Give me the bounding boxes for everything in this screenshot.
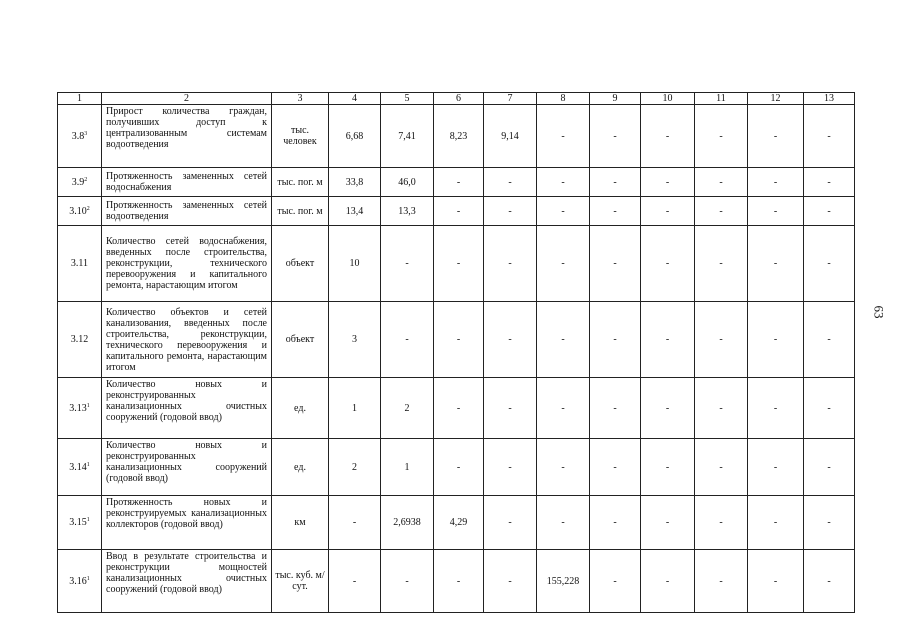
value-cell: 2 [381,378,434,439]
value-cell: - [590,496,641,550]
value-cell: - [804,226,855,302]
value-cell: 4,29 [434,496,484,550]
value-cell: 6,68 [329,105,381,168]
footnote-mark: 1 [86,461,90,468]
table-row [58,168,855,197]
value-cell: - [804,439,855,496]
value-cell: - [484,378,537,439]
value-cell: 13,3 [381,197,434,226]
value-cell: - [590,439,641,496]
value-cell: - [641,105,695,168]
value-cell: - [695,378,748,439]
value-cell: 9,14 [484,105,537,168]
indicator-description: Количество новых и реконструированных канализационных сооружений (годовой ввод) [102,439,272,496]
column-header: 9 [590,93,641,105]
value-cell: - [641,168,695,197]
value-cell: - [695,550,748,613]
value-cell: 33,8 [329,168,381,197]
value-cell: - [590,550,641,613]
value-cell: - [590,105,641,168]
value-cell: - [748,302,804,378]
value-cell: - [484,439,537,496]
value-cell: - [748,197,804,226]
value-cell: 13,4 [329,197,381,226]
column-header: 3 [272,93,329,105]
value-cell: - [804,302,855,378]
value-cell: - [484,226,537,302]
value-cell: - [434,378,484,439]
value-cell: - [804,496,855,550]
value-cell: - [484,302,537,378]
value-cell: - [804,378,855,439]
row-number: 3.13$^1$ [58,378,102,439]
value-cell: - [695,496,748,550]
footnote-mark: 3 [84,130,88,137]
value-cell: - [434,550,484,613]
column-header: 6 [434,93,484,105]
value-cell: - [537,105,590,168]
footnote-mark: 1 [86,575,90,582]
value-cell: - [537,439,590,496]
value-cell: 46,0 [381,168,434,197]
value-cell: 10 [329,226,381,302]
value-cell: - [695,168,748,197]
value-cell: - [537,226,590,302]
value-cell: - [804,550,855,613]
value-cell: - [748,168,804,197]
value-cell: - [590,168,641,197]
value-cell: - [804,168,855,197]
value-cell: 8,23 [434,105,484,168]
value-cell: - [641,226,695,302]
unit-cell: км [272,496,329,550]
column-header: 5 [381,93,434,105]
value-cell: 1 [381,439,434,496]
table-row [58,496,855,550]
column-header: 10 [641,93,695,105]
value-cell: - [484,168,537,197]
table-body [58,93,855,613]
row-number: 3.14$^1$ [58,439,102,496]
unit-cell: объект [272,302,329,378]
value-cell: - [804,105,855,168]
page-number: 63 [871,305,887,319]
unit-cell: объект [272,226,329,302]
value-cell: - [484,197,537,226]
value-cell: - [748,226,804,302]
row-number: 3.11 [58,226,102,302]
indicator-description: Количество объектов и сетей канализования, введенных после строительства, реконструкции, технического перевооружения и капитального ремонта, нарастающим итогом [102,302,272,378]
value-cell: - [641,378,695,439]
value-cell: - [590,197,641,226]
value-cell: - [748,105,804,168]
value-cell: - [434,226,484,302]
row-number: 3.12 [58,302,102,378]
row-number: 3.10$^2$ [58,197,102,226]
indicator-description: Протяженность новых и реконструируемых канализационных коллекторов (годовой ввод) [102,496,272,550]
indicator-description: Количество новых и реконструированных канализационных очистных сооружений (годовой ввод) [102,378,272,439]
column-header: 2 [102,93,272,105]
value-cell: - [537,168,590,197]
table-row [58,302,855,378]
unit-cell: тыс. пог. м [272,168,329,197]
value-cell: - [381,550,434,613]
value-cell: - [537,496,590,550]
row-number: 3.16$^1$ [58,550,102,613]
value-cell: - [484,496,537,550]
column-header: 1 [58,93,102,105]
value-cell: - [748,496,804,550]
row-number: $3.8^3$ [58,105,102,168]
value-cell: - [695,226,748,302]
indicator-description: Протяженность замененных сетей водоснабжения [102,168,272,197]
value-cell: - [695,105,748,168]
value-cell: - [329,550,381,613]
value-cell: - [590,226,641,302]
value-cell: - [804,197,855,226]
indicator-description: Прирост количества граждан, получивших доступ к централизованным системам водоотведения [102,105,272,168]
table-row [58,197,855,226]
value-cell: - [695,302,748,378]
indicator-description: Количество сетей водоснабжения, введенных после строительства, реконструкции, технического перевооружения и капитального ремонта, нарастающим итогом [102,226,272,302]
value-cell: - [537,197,590,226]
row-number: 3.15$^1$ [58,496,102,550]
value-cell: - [484,550,537,613]
column-header: 13 [804,93,855,105]
value-cell: - [695,197,748,226]
unit-cell: тыс. куб. м/сут. [272,550,329,613]
footnote-mark: 2 [84,176,88,183]
value-cell: - [381,302,434,378]
value-cell: 2,6938 [381,496,434,550]
value-cell: - [641,197,695,226]
table-row [58,226,855,302]
column-header-row [58,93,855,105]
value-cell: - [641,302,695,378]
unit-cell: тыс. пог. м [272,197,329,226]
value-cell: 3 [329,302,381,378]
footnote-mark: 1 [86,402,90,409]
footnote-mark: 2 [86,205,90,212]
value-cell: - [434,439,484,496]
value-cell: - [537,378,590,439]
value-cell: - [590,378,641,439]
value-cell: 155,228 [537,550,590,613]
table-row [58,550,855,613]
value-cell: - [748,550,804,613]
unit-cell: тыс. человек [272,105,329,168]
value-cell: - [641,550,695,613]
indicator-description: Ввод в результате строительства и реконструкции мощностей канализационных очистных сооружений (годовой ввод) [102,550,272,613]
value-cell: 7,41 [381,105,434,168]
value-cell: - [434,302,484,378]
value-cell: 1 [329,378,381,439]
column-header: 12 [748,93,804,105]
column-header: 8 [537,93,590,105]
footnote-mark: 1 [86,517,90,523]
column-header: 11 [695,93,748,105]
unit-cell: ед. [272,439,329,496]
table-row [58,439,855,496]
value-cell: - [434,197,484,226]
table-row [58,105,855,168]
column-header: 4 [329,93,381,105]
value-cell: - [641,496,695,550]
unit-cell: ед. [272,378,329,439]
column-header: 7 [484,93,537,105]
value-cell: 2 [329,439,381,496]
indicator-description: Протяженность замененных сетей водоотведения [102,197,272,226]
value-cell: - [695,439,748,496]
value-cell: - [748,439,804,496]
value-cell: - [590,302,641,378]
row-number: $3.9^2$ [58,168,102,197]
value-cell: - [329,496,381,550]
value-cell: - [641,439,695,496]
value-cell: - [537,302,590,378]
table-row [58,378,855,439]
indicator-table [57,92,855,613]
value-cell: - [434,168,484,197]
value-cell: - [381,226,434,302]
value-cell: - [748,378,804,439]
